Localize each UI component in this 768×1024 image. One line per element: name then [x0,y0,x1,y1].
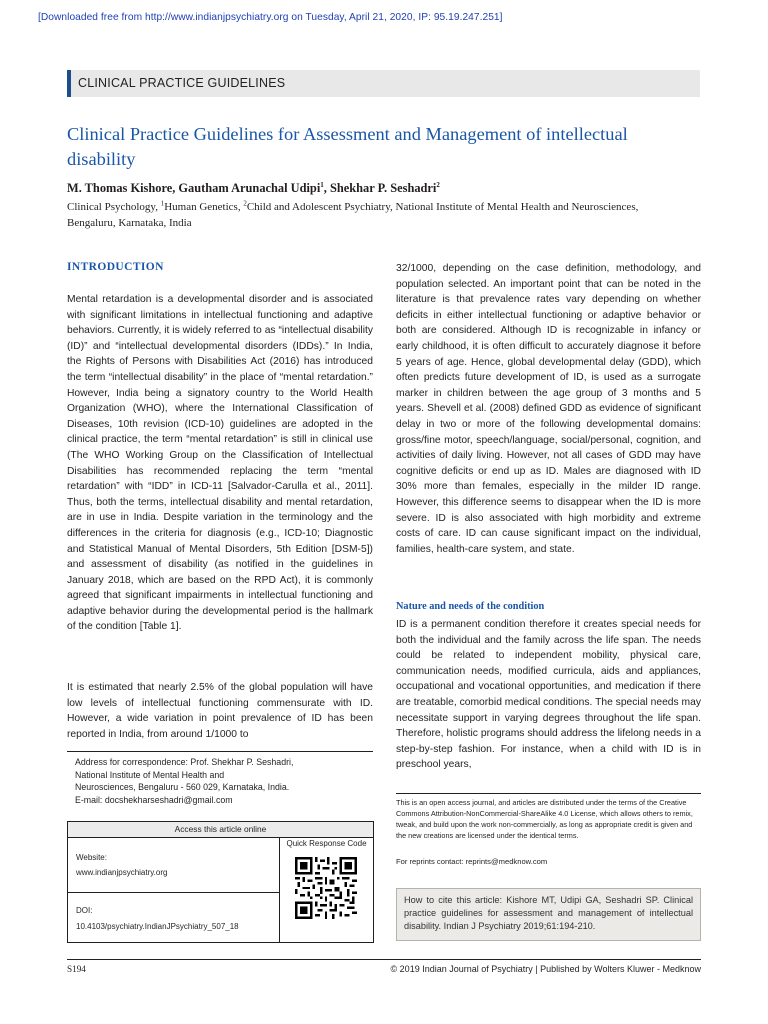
qr-code-panel [280,837,373,942]
affil-sup-1: 1 [160,199,165,208]
author-seshadri: Shekhar P. Seshadri [329,181,437,195]
access-box-info [68,837,280,942]
author-udipi: Gautham Arunachal Udipi [178,181,321,195]
qr-code-icon[interactable] [295,857,357,919]
qr-code-label: Quick Response Code [286,839,367,848]
affil-part-3: Child and Adolescent Psychiatry, National Institute of Mental Health and Neurosciences, Bengaluru, Karnataka, India [67,201,639,229]
article-title: Clinical Practice Guidelines for Assessment and Management of intellectual disability [67,124,628,169]
website-link[interactable]: www.indianjpsychiatry.org [76,868,168,877]
access-article-box [67,821,374,943]
affil-sup-2: 2 [243,199,247,208]
author-kishore: M. Thomas Kishore, [67,181,179,195]
affil-mark-2: 2 [436,180,440,189]
doi-link[interactable]: 10.4103/psychiatry.IndianJPsychiatry_507_18 [76,922,239,931]
affil-part-2: Human Genetics, [164,201,244,213]
license-notice: This is an open access journal, and articles are distributed under the terms of the Creative Commons Attribution-NonCommercial-ShareAlike 4.0 License, which allows others to remix, tweak, and build upon the work non-commercially, as long as appropriate credit is given and the new creations are licensed under the identical terms. [396,793,701,841]
website-label: Website: [76,853,107,862]
correspondence-email[interactable]: E-mail: docshekharseshadri@gmail.com [75,794,233,805]
section-banner [67,70,700,97]
footer-divider [67,959,701,960]
reprints-contact: For reprints contact: reprints@medknow.com [396,857,548,866]
correspondence-line-2: National Institute of Mental Health and [75,769,225,780]
author-separator: , [323,181,330,195]
prevalence-paragraph: 32/1000, depending on the case definition, methodology, and population selected. An important point that can be noted in the literature is that prevalence rates vary depending on whether deficits in either intellectual functioning or adaptive behavior or both are considered. Although ID is recognizable in infancy or early childhood, it is often difficult to accurately diagnose it before 5 years of age. Hence, global developmental delay (GDD), which often predicts future development of ID, is used as a surrogate marker in children between the age group of 3 months and 5 years. Shevell et al. (2008) defined GDD as evidence of significant delay in two or more of the following developmental domains: gross/fine motor, speech/language, social/personal, cognition, and activities of daily living. However, not all cases of GDD may have cognitive deficits or end up as ID. Males are diagnosed with ID 30% more than females, especially in the milder ID range. However, this difference seems to disappear when the ID is more severe. ID is also associated with high morbidity and extreme costs of care. ID can cause significant impact on the individual, families, health-care system, and state. [396,263,701,555]
footer-credit: © 2019 Indian Journal of Psychiatry | Published by Wolters Kluwer - Medknow [390,964,701,974]
intro-paragraph-2: It is estimated that nearly 2.5% of the global population will have low levels of intellectual functioning commensurate with ID. However, a wide variation in point prevalence of ID has been reported in India, from around 1/1000 to [67,682,373,740]
page-number: S194 [67,964,86,974]
affil-mark-1: 1 [320,180,324,189]
nature-needs-subheading: Nature and needs of the condition [396,601,545,612]
affil-part-1: Clinical Psychology, [67,201,161,213]
correspondence-line-3: Neurosciences, Bengaluru - 560 029, Karnataka, India. [75,782,290,792]
correspondence-line-1: Address for correspondence: Prof. Shekhar P. Seshadri, [75,757,294,767]
nature-needs-paragraph: ID is a permanent condition therefore it creates special needs for both the individual and the family across the life span. The needs could be related to independent mobility, physical care, communication needs, modified curricula, aids and appliances, occupational and vocational opportunities, and medication if there are treatable, comorbid medical conditions. The special needs may necessitate support in varying degrees throughout the life span. Therefore, holistic programs should address the lifelong needs in a step-by-step fashion. For instance, when a child with ID is in preschool years, [396,619,701,771]
affiliation [67,199,657,231]
access-box-header: Access this article online [68,822,373,838]
correspondence-block [67,751,373,806]
section-banner-label: CLINICAL PRACTICE GUIDELINES [78,76,286,90]
doi-label: DOI: [76,906,93,915]
introduction-heading: INTRODUCTION [67,261,164,273]
intro-paragraph-1: Mental retardation is a developmental disorder and is associated with significant limitations in intellectual functioning and adaptive behaviors. Currently, it is widely referred to as “intellectual disability (ID)” and “intellectual developmental disorders (IDDs).” In India, the Rights of Persons with Disabilities Act (2016) has introduced the term “intellectual disability” in the place of “mental retardation.” However, India being a signatory country to the World Health Organization (WHO), where the International Classification of Diseases, 10th revision (ICD-10) guidelines are adopted in the clinical practice, the term “mental retardation” is still in clinical use (The WHO Working Group on the Classification of Intellectual Disabilities has recommended replacing the term “mental retardation” with “IDD” in ICD-11 [Salvador-Carulla et al., 2011]. Thus, both the terms, intellectual disability and mental retardation, are in use in India. Despite variation in the terminology and the differences in the criteria for diagnosis (e.g., ICD-10; Diagnostic and Statistical Manual of Mental Disorders, 5th Edition [DSM-5]) and assessment of disability (as notified in the guidelines in January 2018, which are based on the RPD Act), it is commonly agreed that significant impairments in intellectual functioning and adaptive behavior during the developmental period is the hallmark of the condition [Table 1]. [67,294,373,633]
access-box-divider [68,892,279,893]
download-note: [Downloaded free from http://www.indianjpsychiatry.org on Tuesday, April 21, 2020, IP: 95.19.247.251] [38,12,503,23]
citation-box: How to cite this article: Kishore MT, Udipi GA, Seshadri SP. Clinical practice guidelines for assessment and management of intellectual disability. Indian J Psychiatry 2019;61:194-210. [396,888,701,941]
author-list [67,181,440,196]
